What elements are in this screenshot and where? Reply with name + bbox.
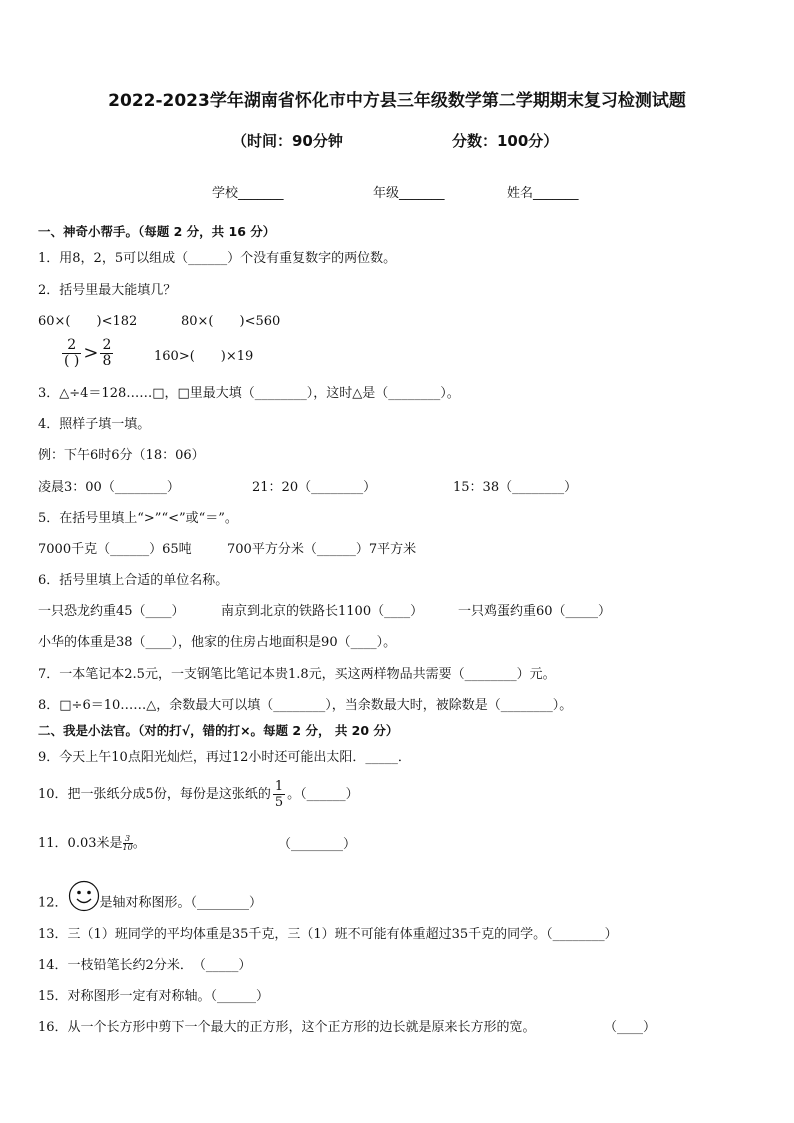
fraction-three-tenths: $\frac{3}{10}$ xyxy=(122,834,133,852)
question-16: 16．从一个长方形中剪下一个最大的正方形，这个正方形的边长就是原来长方形的宽。 xyxy=(38,1020,536,1035)
question-8: 8．□÷6＝10……△，余数最大可以填（________），当余数最大时，被除数是（________）。 xyxy=(38,698,573,713)
question-5a: 7000千克（______）65吨 xyxy=(38,542,192,557)
question-4-example: 例：下午6时6分（18：06） xyxy=(38,448,205,463)
question-4a: 凌晨3：00（________） xyxy=(38,480,180,495)
time-label: （时间：90分钟 xyxy=(232,132,343,150)
question-11: 11．0.03米是 $\frac{3}{10}$ 。 xyxy=(38,834,146,852)
question-2c xyxy=(60,338,115,369)
fraction-right: $\frac{2}{8}$ xyxy=(102,337,112,369)
question-16-blank: （____） xyxy=(604,1020,657,1035)
question-15: 15．对称图形一定有对称轴。（______） xyxy=(38,989,270,1004)
question-10: 10．把一张纸分成5份，每份是这张纸的 $\frac{1}{5}$ 。（______） xyxy=(38,779,359,810)
question-5b: 700平方分米（______）7平方米 xyxy=(227,542,417,557)
question-6: 6．括号里填上合适的单位名称。 xyxy=(38,573,229,588)
question-2: 2．括号里最大能填几？ xyxy=(38,283,177,298)
question-6b: 南京到北京的铁路长1100（____） xyxy=(221,604,424,619)
question-11-blank: （________） xyxy=(278,837,357,852)
question-9: 9．今天上午10点阳光灿烂，再过12小时还可能出太阳．_____． xyxy=(38,750,411,765)
section-1-heading: 一、神奇小帮手。（每题 2 分，共 16 分） xyxy=(38,224,276,239)
score-label: 分数：100分） xyxy=(452,132,559,150)
question-13: 13．三（1）班同学的平均体重是35千克，三（1）班不可能有体重超过35千克的同学。（________） xyxy=(38,927,618,942)
question-2a: 60×( )<182 xyxy=(38,314,138,329)
question-7: 7．一本笔记本2.5元，一支钢笔比笔记本贵1.8元，买这两样物品共需要（________）元。 xyxy=(38,667,556,682)
section-2-heading: 二、我是小法官。（对的打√，错的打×。每题 2 分， 共 20 分） xyxy=(38,723,399,738)
question-4: 4．照样子填一填。 xyxy=(38,417,151,432)
question-2b: 80×( )<560 xyxy=(181,314,281,329)
question-4b: 21：20（________） xyxy=(252,480,377,495)
question-1: 1．用8，2，5可以组成（______）个没有重复数字的两位数。 xyxy=(38,251,397,266)
grade-field: 年级_______ xyxy=(373,186,445,201)
question-12: 12． 是轴对称图形。（________） xyxy=(38,880,262,926)
greater-than-sign: > xyxy=(83,342,99,364)
fraction-left: $\frac{2}{( )}$ xyxy=(64,337,80,369)
question-2d: 160>( )×19 xyxy=(154,349,254,364)
question-6d: 小华的体重是38（____），他家的住房占地面积是90（____）。 xyxy=(38,635,397,650)
name-field: 姓名_______ xyxy=(507,186,579,201)
school-field: 学校_______ xyxy=(212,186,284,201)
smiley-face-icon xyxy=(68,880,100,926)
question-3: 3．△÷4＝128……□，□里最大填（________），这时△是（________）。 xyxy=(38,386,460,401)
question-5: 5．在括号里填上“>”“<”或“＝”。 xyxy=(38,511,238,526)
question-6c: 一只鸡蛋约重60（_____） xyxy=(458,604,612,619)
question-6a: 一只恐龙约重45（____） xyxy=(38,604,185,619)
fraction-one-fifth: $\frac{1}{5}$ xyxy=(274,779,284,810)
page-title: 2022-2023学年湖南省怀化市中方县三年级数学第二学期期末复习检测试题 xyxy=(108,91,686,111)
question-14: 14．一枝铅笔长约2分米． （_____） xyxy=(38,958,252,973)
question-4c: 15：38（________） xyxy=(453,480,578,495)
